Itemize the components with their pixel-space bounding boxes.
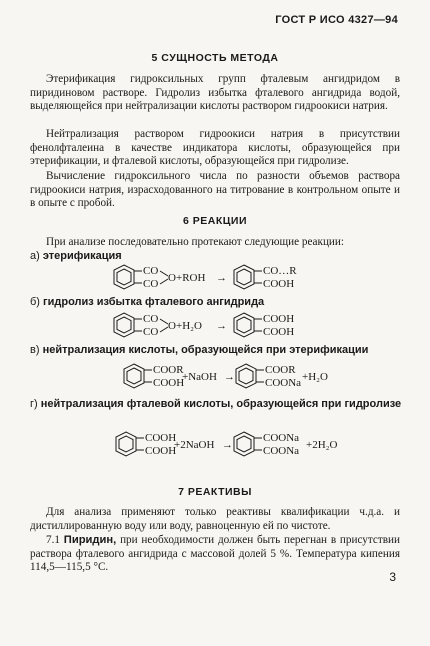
section-5-title: 5 СУЩНОСТЬ МЕТОДА [151, 52, 279, 64]
product-bottom-group: COOH [263, 278, 295, 290]
section-5-paragraph-2: Нейтрализация раствором гидроокиси натрия в присутствии фенолфталеина в качестве индикатора кислоты, образующейся при этерификации, и фталевой кислоты, образующейся при гидролизе. [30, 128, 400, 168]
benzene-ring-icon [124, 364, 144, 388]
reaction-b-label: б) гидролиз избытка фталевого ангидрида [30, 296, 265, 308]
benzene-ring-icon [234, 313, 254, 337]
page-number: 3 [389, 570, 396, 584]
reactant-top-group: CO [143, 313, 159, 325]
reagent: +H₂O [176, 320, 202, 332]
reaction-a-label: а) этерификация [30, 250, 122, 262]
benzene-ring-icon [236, 364, 256, 388]
reactant-top-group: CO [143, 265, 159, 277]
product-top-group: COOR [265, 364, 296, 376]
document-header: ГОСТ Р ИСО 4327—94 [275, 14, 398, 26]
product-top-group: COOH [263, 313, 295, 325]
section-6-intro: При анализе последовательно протекают следующие реакции: [46, 236, 345, 248]
product-bottom-group: COONa [263, 445, 300, 457]
section-7-title: 7 РЕАКТИВЫ [178, 486, 252, 498]
reactant-bottom-group: CO [143, 278, 159, 290]
reaction-c-label: в) нейтрализация кислоты, образующейся при этерификации [30, 344, 369, 356]
reactant-top-group: COOR [153, 364, 184, 376]
reaction-d-equation [114, 428, 354, 464]
byproduct: +2H₂O [306, 439, 338, 451]
section-7-paragraph-1: Для анализа применяют только реактивы квалификации ч.д.а. и дистиллированную воду или воду, равноценную ей по чистоте. [30, 506, 400, 532]
section-6-title: 6 РЕАКЦИИ [182, 215, 248, 227]
reaction-arrow: → [216, 320, 227, 332]
section-5-paragraph-1: Этерификация гидроксильных групп фталевым ангидридом в пиридиновом растворе. Гидролиз избытка фталевого ангидрида водой, выделяющейся при нейтрализации кислоты раствором гидроокиси натрия. [30, 73, 400, 113]
benzene-ring-icon [234, 265, 254, 289]
bridge-oxygen: O [168, 272, 176, 284]
reaction-arrow: → [216, 272, 227, 284]
reaction-arrow: → [222, 439, 233, 451]
reactant-bottom-group: COOH [153, 377, 185, 389]
benzene-ring-icon [234, 432, 254, 456]
reaction-d-label: г) нейтрализация фталевой кислоты, образующейся при гидролизе [30, 398, 402, 410]
reactant-bottom-group: COOH [145, 445, 177, 457]
benzene-ring-icon [114, 265, 134, 289]
reaction-c-equation [122, 360, 352, 396]
product-bottom-group: COOH [263, 326, 295, 338]
reactant-bottom-group: CO [143, 326, 159, 338]
benzene-ring-icon [114, 313, 134, 337]
bridge-oxygen: O [168, 320, 176, 332]
product-top-group: COONa [263, 432, 300, 444]
product-bottom-group: COONa [265, 377, 302, 389]
reaction-arrow: → [224, 371, 235, 383]
benzene-ring-icon [116, 432, 136, 456]
reactant-top-group: COOH [145, 432, 177, 444]
reagent: +ROH [176, 272, 206, 284]
section-7-item-7-1: 7.1 Пиридин, при необходимости должен быть перегнан в присутствии раствора фталевого ангидрида с массовой долей 5 %. Температура кипения 114,5—115,5 °С. [30, 534, 401, 574]
product-top-group: CO…R [263, 265, 297, 277]
section-5-paragraph-3: Вычисление гидроксильного числа по разности объемов раствора гидроокиси натрия, израсходованного на титрование в контрольном опыте и в опыте с пробой. [30, 170, 400, 210]
byproduct: +H₂O [302, 371, 328, 383]
reaction-b-equation [112, 310, 342, 344]
reagent: +NaOH [182, 371, 217, 383]
reagent: +2NaOH [174, 439, 215, 451]
reaction-a-equation [112, 262, 342, 296]
